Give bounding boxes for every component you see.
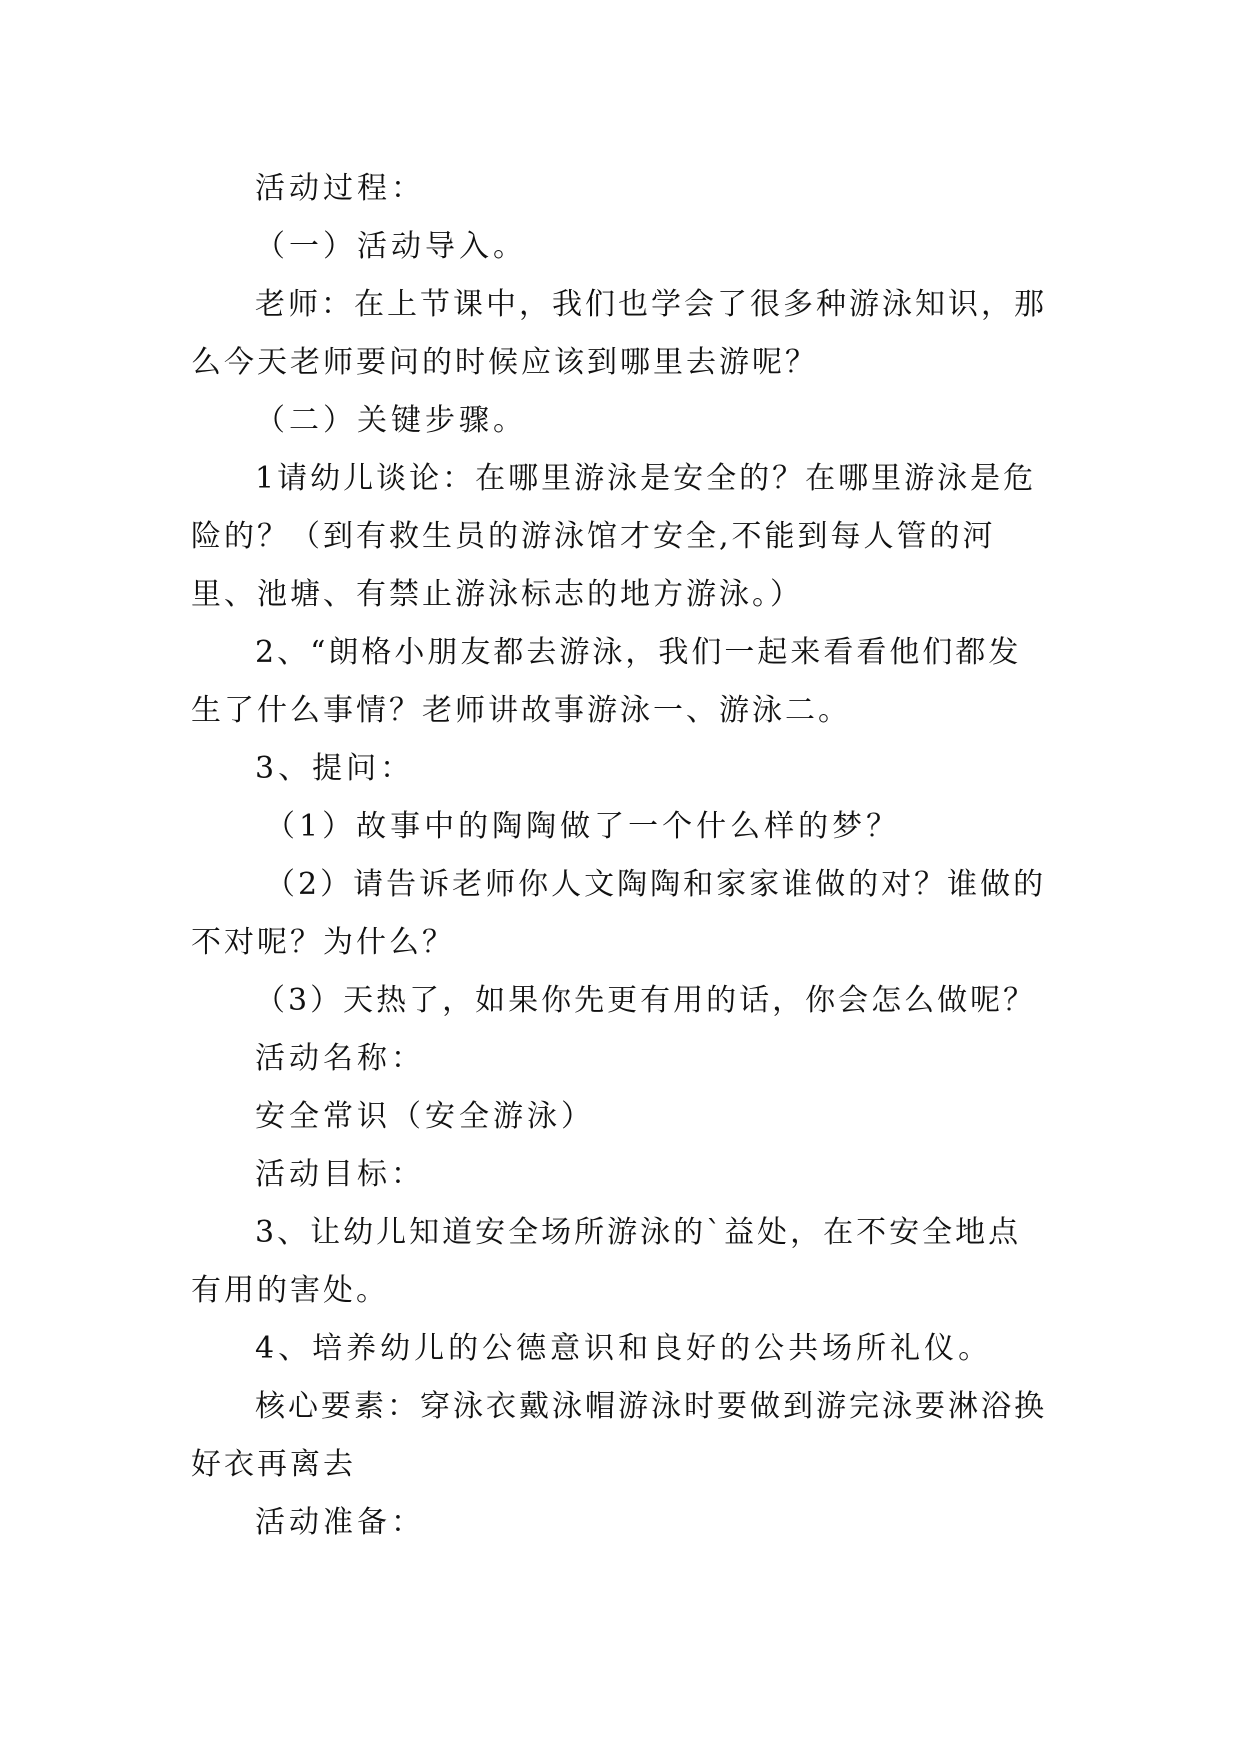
paragraph-core-elements: 核心要素：穿泳衣戴泳帽游泳时要做到游完泳要淋浴换好衣再离去	[191, 1389, 1047, 1482]
paragraph-activity-name-label: 活动名称：	[255, 1041, 425, 1076]
paragraph-question-1: （1）故事中的陶陶做了一个什么样的梦？	[265, 809, 901, 844]
paragraph-goal-3: 3、让幼儿知道安全场所游泳的`益处，在不安全地点有用的害处。	[191, 1215, 1022, 1308]
paragraph-question-3: （3）天热了，如果你先更有用的话，你会怎么做呢？	[255, 983, 1037, 1018]
paragraph-activity-prep-label: 活动准备：	[255, 1505, 425, 1540]
paragraph-section-1-intro: （一）活动导入。	[255, 229, 527, 264]
paragraph-step-2: 2、“朗格小朋友都去游泳，我们一起来看看他们都发生了什么事情？老师讲故事游泳一、游泳二。	[191, 635, 1022, 728]
paragraph-step-1: 1请幼儿谈论：在哪里游泳是安全的？在哪里游泳是危险的？（到有救生员的游泳馆才安全,不能到每人管的河里、池塘、有禁止游泳标志的地方游泳。）	[191, 461, 1037, 612]
document-body	[191, 160, 1051, 1552]
paragraph-section-2-steps: （二）关键步骤。	[255, 403, 527, 438]
paragraph-activity-name: 安全常识（安全游泳）	[255, 1099, 595, 1134]
paragraph-activity-goals-label: 活动目标：	[255, 1157, 425, 1192]
paragraph-teacher-question: 老师：在上节课中，我们也学会了很多种游泳知识，那么今天老师要问的时候应该到哪里去游呢？	[191, 287, 1047, 380]
paragraph-step-3: 3、提问：	[255, 751, 415, 786]
paragraph-goal-4: 4、培养幼儿的公德意识和良好的公共场所礼仪。	[255, 1331, 993, 1366]
paragraph-activity-process: 活动过程：	[255, 171, 425, 206]
paragraph-question-2: （2）请告诉老师你人文陶陶和家家谁做的对？谁做的不对呢？为什么？	[191, 867, 1047, 960]
